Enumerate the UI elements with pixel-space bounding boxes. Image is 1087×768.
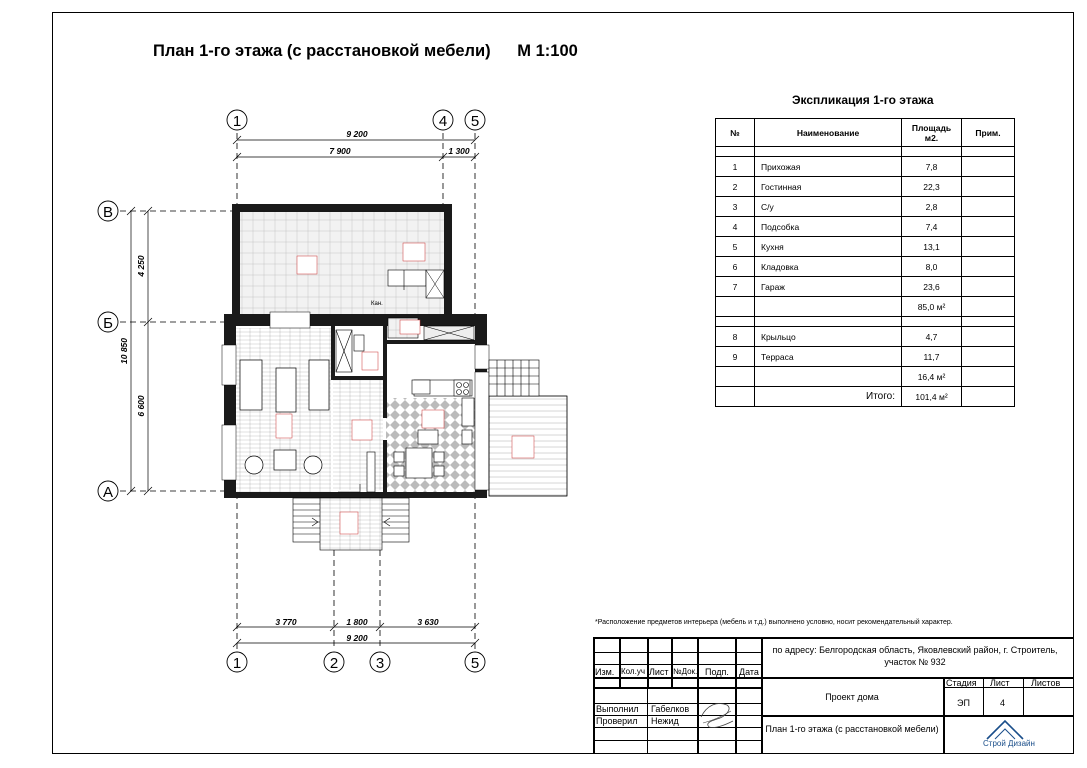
stamp-h-data: Дата (739, 667, 759, 677)
axis-bottom-1: 1 (232, 655, 242, 672)
stamp-h-koluch: Кол.уч (621, 667, 645, 676)
explication-header (716, 119, 1015, 147)
performed-name: Габелков (651, 704, 690, 714)
dim-top-total: 9 200 (346, 129, 368, 139)
table-row: 2 Гостинная 22,3 (716, 177, 1015, 197)
garage-room (232, 204, 452, 326)
sheet-title: План 1-го этажа (с расстановкой мебели) (765, 724, 939, 734)
table-row: 3 С/у 2,8 (716, 197, 1015, 217)
terrace (489, 360, 567, 496)
stage-label: Стадия (946, 678, 977, 688)
dim-bottom-a: 3 770 (275, 617, 297, 627)
table-row: 9 Терраса 11,7 (716, 347, 1015, 367)
furniture-note: *Расположение предметов интерьера (мебель и т.д.) выполнено условно, носит рекомендательный характер. (595, 619, 953, 626)
sheet-label: Лист (990, 678, 1010, 688)
checked-label: Проверил (596, 716, 638, 726)
axis-bottom-5: 5 (470, 655, 480, 672)
subtotal-row: 85,0 м² (716, 297, 1015, 317)
axis-top-5: 5 (470, 113, 480, 130)
signature-icon (697, 697, 737, 733)
logo-house-icon (983, 717, 1027, 741)
table-row: 8 Крыльцо 4,7 (716, 327, 1015, 347)
stamp-h-ndok: №Док. (673, 667, 698, 676)
axis-top-1: 1 (232, 113, 242, 130)
table-row: 5 Кухня 13,1 (716, 237, 1015, 257)
table-gap (716, 317, 1015, 327)
stamp-address: по адресу: Белгородская область, Яковлевский район, г. Строитель, участок № 932 (772, 645, 1058, 667)
dim-bottom-c: 3 630 (417, 617, 439, 627)
checked-name: Нежид (651, 716, 679, 726)
dim-top-a: 7 900 (329, 146, 351, 156)
axis-bottom-2: 2 (329, 655, 339, 672)
dim-bottom-total: 9 200 (346, 633, 368, 643)
axis-left-a: А (102, 484, 114, 501)
dim-top-b: 1 300 (448, 146, 470, 156)
explication-table (715, 118, 1015, 407)
table-row: 6 Кладовка 8,0 (716, 257, 1015, 277)
stamp-h-list: Лист (649, 667, 669, 677)
stage-value: ЭП (957, 698, 970, 708)
table-row: 1 Прихожая 7,8 (716, 157, 1015, 177)
stamp-h-izm: Изм. (595, 667, 615, 677)
top-dimensions (233, 136, 479, 161)
left-dimensions (127, 207, 152, 495)
sheets-label: Листов (1031, 678, 1061, 688)
dim-left-b: 6 600 (136, 395, 146, 417)
total-row: Итого: 101,4 м² (716, 387, 1015, 407)
stamp-h-podp: Подп. (705, 667, 729, 677)
title-block (593, 637, 1074, 754)
sheet-value: 4 (1000, 698, 1006, 708)
header-name: Наименование (755, 119, 902, 147)
axis-left-b: Б (103, 315, 113, 332)
label-kan: Кан. (371, 301, 383, 307)
header-no: № (716, 119, 755, 147)
table-row: 7 Гараж 23,6 (716, 277, 1015, 297)
header-note: Прим. (962, 119, 1015, 147)
dim-left-total: 10 850 (119, 338, 129, 364)
dim-bottom-b: 1 800 (346, 617, 368, 627)
table-row: 4 Подсобка 7,4 (716, 217, 1015, 237)
table-gap (716, 147, 1015, 157)
header-area: Площадь м2. (902, 119, 962, 147)
axis-top-4: 4 (438, 113, 448, 130)
dim-left-a: 4 250 (136, 255, 146, 277)
title-text: План 1-го этажа (с расстановкой мебели) (153, 42, 491, 60)
left-axis-markers (98, 201, 118, 501)
axis-left-v: В (102, 204, 114, 221)
logo-text: Строй Дизайн (983, 739, 1035, 748)
performed-label: Выполнил (596, 704, 639, 714)
project-name: Проект дома (825, 692, 879, 702)
title-scale: М 1:100 (517, 42, 578, 60)
explication-title: Экспликация 1-го этажа (792, 93, 934, 107)
subtotal-row: 16,4 м² (716, 367, 1015, 387)
porch (293, 498, 409, 550)
bottom-axis-markers (227, 652, 485, 672)
axis-bottom-3: 3 (375, 655, 385, 672)
